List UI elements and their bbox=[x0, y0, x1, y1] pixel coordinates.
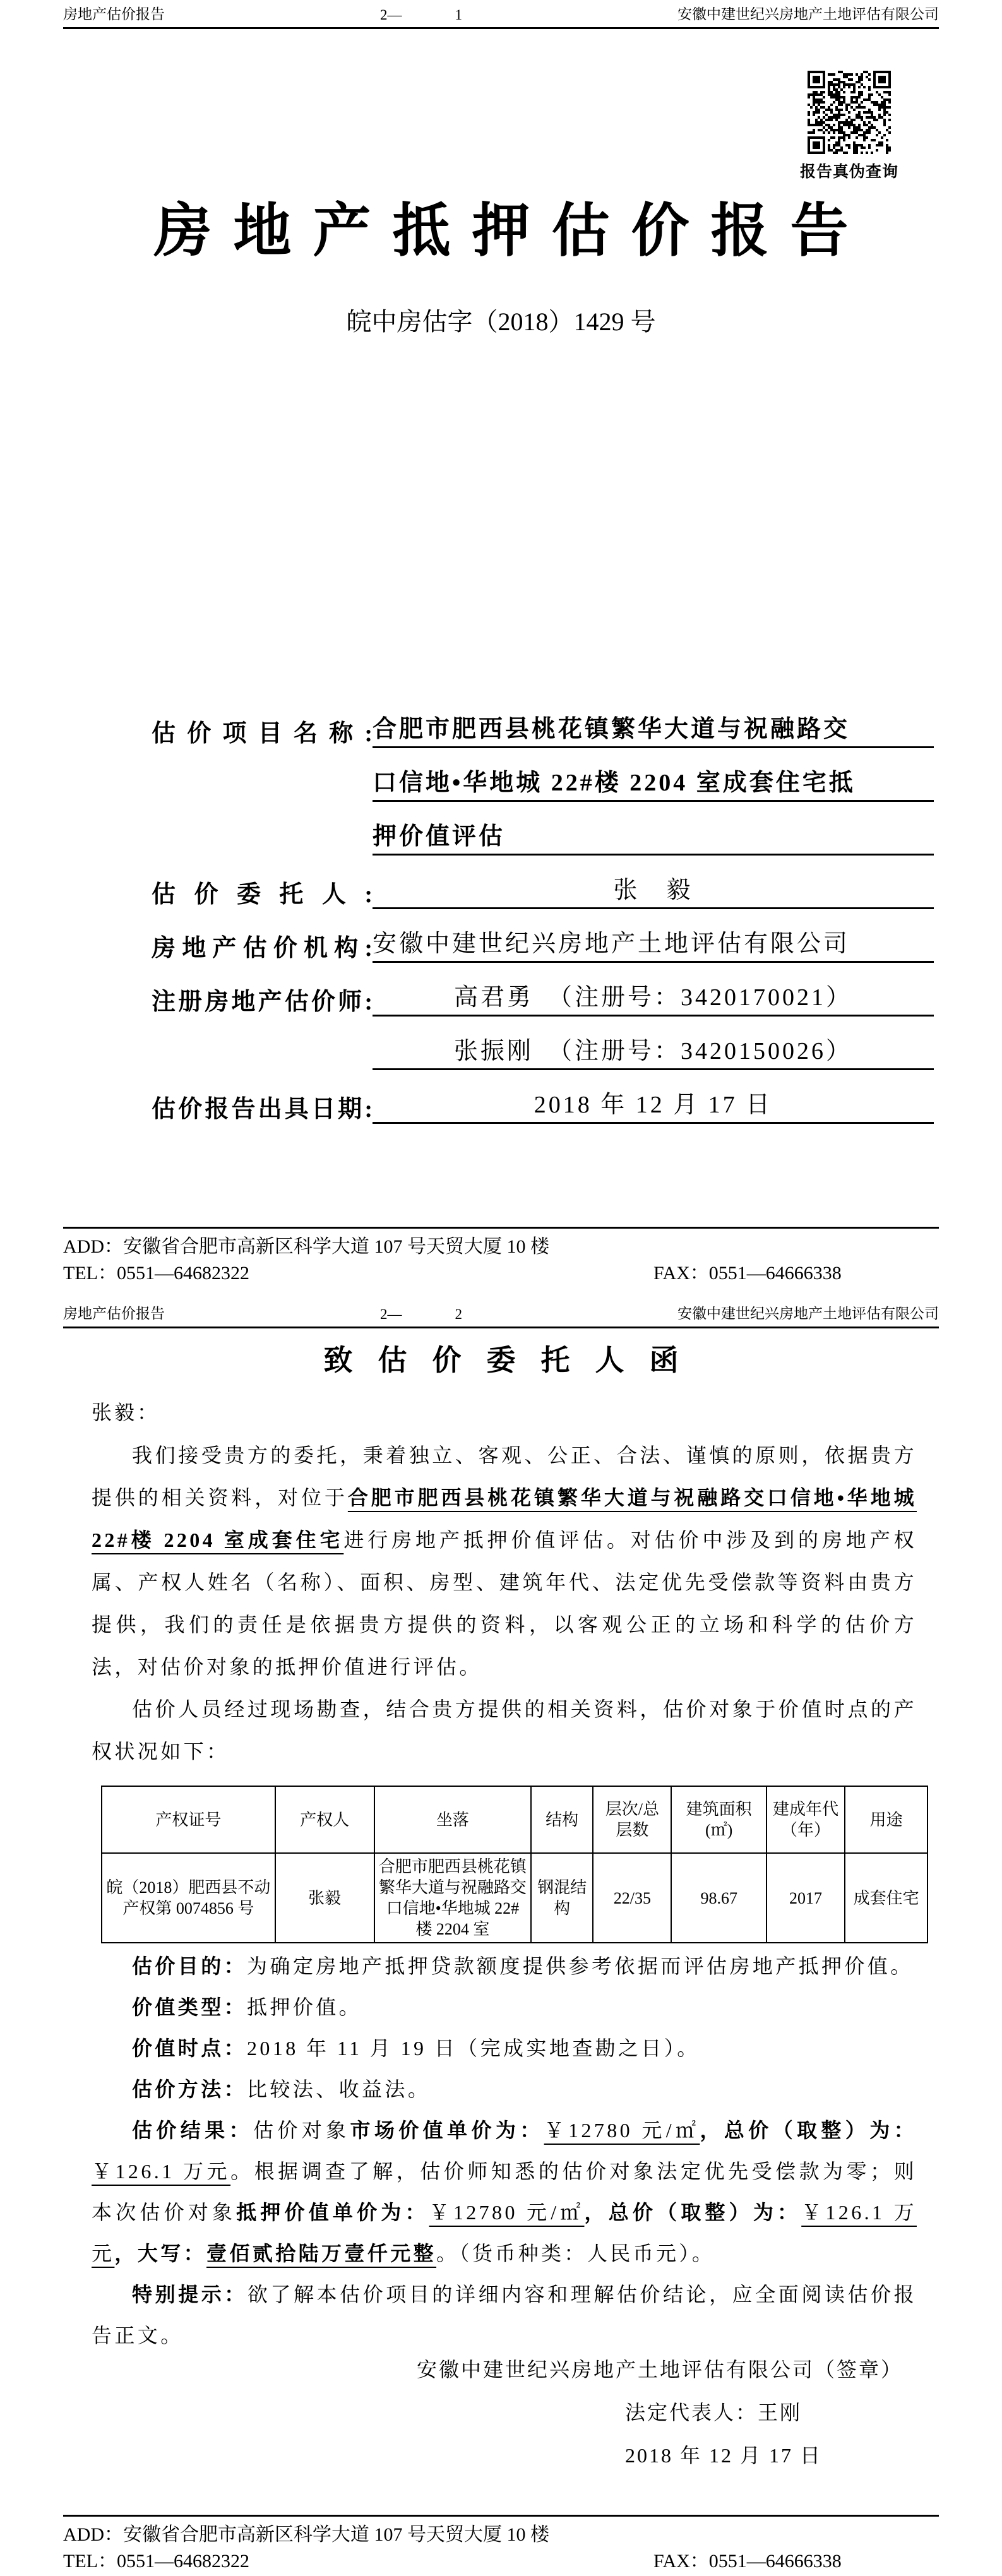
cover-field-row bbox=[152, 909, 934, 963]
header-company-name: 安徽中建世纪兴房地产土地评估有限公司 bbox=[677, 6, 939, 22]
text-segment: 比较法、收益法。 bbox=[247, 2078, 431, 2101]
table-header-cell: 建成年代（年） bbox=[766, 1786, 845, 1853]
header-doc-type: 房地产估价报告 bbox=[63, 6, 165, 22]
text-segment: 我们接受贵方的委托，秉着独立、客观、公正、合法、谨慎的原则，依据贵方提供的相关资料，对位于 bbox=[92, 1444, 917, 1509]
letter-title: 致估价委托人函 bbox=[323, 1344, 704, 1376]
text-segment: 价值时点： bbox=[132, 2037, 248, 2060]
cover-field-value: 高君勇 （注册号：3420170021） bbox=[373, 984, 934, 1017]
text-segment: ￥12780 元/㎡ bbox=[429, 2201, 585, 2224]
text-segment: 估价方法： bbox=[132, 2078, 248, 2101]
qr-block bbox=[799, 71, 900, 182]
cover-field-row bbox=[152, 748, 934, 802]
table-header-cell: 产权人 bbox=[275, 1786, 374, 1853]
cover-field-row bbox=[152, 802, 934, 856]
cover-field-label: 房地产估价机构: bbox=[152, 935, 373, 962]
cover-field-value: 张振刚 （注册号：3420150026） bbox=[373, 1038, 934, 1070]
header-page-number: 1 bbox=[455, 7, 462, 23]
text-segment: 进行房地产抵押价值评估。对估价中涉及到的房地产权属、产权人姓名（名称）、面积、房型、建筑年代、法定优先受偿款等资料由贵方提供，我们的责任是依据贵方提供的资料，以客观公正的立场和科学的估价方法，对估价对象的抵押价值进行评估。 bbox=[92, 1529, 917, 1678]
cover-field-value: 安徽中建世纪兴房地产土地评估有限公司 bbox=[373, 931, 934, 963]
result-items bbox=[92, 1946, 917, 2356]
table-cell: 张毅 bbox=[275, 1853, 374, 1943]
text-segment: 。根据调查了解，估价师知悉的估价对象法定优先受偿款为零；则本次估价对象 bbox=[92, 2160, 917, 2224]
text-segment: 估价对象 bbox=[253, 2119, 350, 2142]
header-page-prefix: 2— bbox=[380, 7, 402, 23]
text-segment: 为确定房地产抵押贷款额度提供参考依据而评估房地产抵押价值。 bbox=[247, 1955, 914, 1977]
cover-field-value: 张 毅 bbox=[373, 877, 934, 909]
result-item bbox=[92, 2274, 917, 2356]
table-cell: 皖（2018）肥西县不动产权第 0074856 号 bbox=[102, 1853, 275, 1943]
text-segment: 合肥市肥西县桃花镇繁华大道与祝融路交口信地•华地城 22#楼 2204 室成套住宅 bbox=[92, 1486, 917, 1551]
text-segment: 估价人员经过现场勘查，结合贵方提供的相关资料，估价对象于价值时点的产权状况如下： bbox=[92, 1698, 917, 1763]
table-header-cell: 结构 bbox=[531, 1786, 593, 1853]
qr-caption: 报告真伪查询 bbox=[799, 164, 898, 181]
page-footer bbox=[63, 2515, 939, 2575]
cover-field-value: 合肥市肥西县桃花镇繁华大道与祝融路交 bbox=[373, 716, 934, 748]
table-cell: 2017 bbox=[766, 1853, 845, 1943]
table-header-row bbox=[102, 1786, 927, 1853]
text-segment: ￥126.1 万元 bbox=[92, 2201, 917, 2265]
qr-code bbox=[808, 71, 891, 154]
header-company-name: 安徽中建世纪兴房地产土地评估有限公司 bbox=[677, 1306, 939, 1321]
cover-field-value: 口信地•华地城 22#楼 2204 室成套住宅抵 bbox=[373, 770, 934, 802]
text-segment: 2018 年 11 月 19 日（完成实地查勘之日）。 bbox=[247, 2037, 700, 2060]
page-footer bbox=[63, 1227, 939, 1287]
header-page-indicator bbox=[165, 7, 677, 23]
cover-field-label: 估价报告出具日期: bbox=[152, 1096, 373, 1123]
footer-fax: FAX：0551—64666338 bbox=[653, 2551, 842, 2572]
text-segment: 估价结果： bbox=[132, 2119, 253, 2142]
footer-contacts bbox=[63, 2548, 939, 2575]
result-item bbox=[92, 2110, 917, 2274]
cover-field-row bbox=[152, 856, 934, 909]
header-doc-type: 房地产估价报告 bbox=[63, 1306, 165, 1321]
signature-legal-rep: 法定代表人：王刚 bbox=[625, 2401, 802, 2424]
cover-field-label: 估价委托人: bbox=[152, 881, 373, 909]
table-header-cell: 建筑面积(㎡) bbox=[671, 1786, 766, 1853]
table-cell: 22/35 bbox=[593, 1853, 671, 1943]
report-number: 皖中房估字（2018）1429 号 bbox=[346, 307, 656, 336]
salutation: 张毅： bbox=[92, 1401, 160, 1424]
page-header bbox=[63, 3, 939, 29]
page-header bbox=[63, 1302, 939, 1328]
text-segment: 壹佰贰拾陆万壹仟元整 bbox=[206, 2242, 437, 2265]
letter-paragraph bbox=[92, 1688, 917, 1773]
footer-tel: TEL：0551—64682322 bbox=[63, 1263, 249, 1284]
text-segment: 。（货币种类：人民币元）。 bbox=[436, 2242, 715, 2265]
footer-tel: TEL：0551—64682322 bbox=[63, 2551, 249, 2572]
letter-body bbox=[92, 1434, 917, 1773]
text-segment: ￥126.1 万元 bbox=[92, 2160, 231, 2183]
table-row bbox=[102, 1853, 927, 1943]
text-segment: 价值类型： bbox=[132, 1996, 248, 2018]
table-cell: 钢混结构 bbox=[531, 1853, 593, 1943]
result-item bbox=[92, 2028, 917, 2069]
letter-page bbox=[0, 1288, 1002, 2576]
signature-date: 2018 年 12 月 17 日 bbox=[625, 2444, 823, 2467]
cover-field-label: 注册房地产估价师: bbox=[152, 989, 373, 1016]
report-title: 房地产抵押估价报告 bbox=[153, 199, 870, 263]
header-page-prefix: 2— bbox=[380, 1306, 402, 1322]
text-segment: 抵押价值。 bbox=[247, 1996, 362, 2018]
result-item bbox=[92, 1946, 917, 1987]
text-segment: ，总价（取整）为： bbox=[584, 2201, 802, 2224]
result-item bbox=[92, 1987, 917, 2028]
cover-field-row bbox=[152, 963, 934, 1017]
table-cell: 合肥市肥西县桃花镇繁华大道与祝融路交口信地•华地城 22#楼 2204 室 bbox=[374, 1853, 532, 1943]
cover-fields bbox=[152, 695, 934, 1124]
table-header-cell: 层次/总层数 bbox=[593, 1786, 671, 1853]
table-cell: 98.67 bbox=[671, 1853, 766, 1943]
table-cell: 成套住宅 bbox=[845, 1853, 927, 1943]
text-segment: 市场价值单价为： bbox=[350, 2119, 544, 2142]
header-page-number: 2 bbox=[455, 1306, 462, 1322]
cover-field-row bbox=[152, 1070, 934, 1124]
result-item bbox=[92, 2069, 917, 2110]
table-header-cell: 产权证号 bbox=[102, 1786, 275, 1853]
cover-field-value: 2018 年 12 月 17 日 bbox=[373, 1092, 934, 1124]
cover-field-row bbox=[152, 695, 934, 748]
text-segment: ￥12780 元/㎡ bbox=[544, 2119, 700, 2142]
text-segment: 特别提示： bbox=[132, 2283, 248, 2306]
table-header-cell: 用途 bbox=[845, 1786, 927, 1853]
cover-field-label: 估价项目名称: bbox=[152, 720, 373, 748]
header-page-indicator bbox=[165, 1306, 677, 1323]
cover-field-row bbox=[152, 1017, 934, 1070]
text-segment: 欲了解本估价项目的详细内容和理解估价结论，应全面阅读估价报告正文。 bbox=[92, 2283, 917, 2347]
text-segment: 抵押价值单价为： bbox=[236, 2201, 429, 2224]
footer-fax: FAX：0551—64666338 bbox=[653, 1263, 842, 1284]
table-header-cell: 坐落 bbox=[374, 1786, 532, 1853]
cover-field-value: 押价值评估 bbox=[373, 823, 934, 856]
letter-paragraph bbox=[92, 1434, 917, 1688]
footer-contacts bbox=[63, 1260, 939, 1287]
footer-address: ADD：安徽省合肥市高新区科学大道 107 号天贸大厦 10 楼 bbox=[63, 2524, 549, 2545]
text-segment: 估价目的： bbox=[132, 1955, 248, 1977]
text-segment: ，大写： bbox=[114, 2242, 207, 2265]
property-table bbox=[101, 1786, 928, 1943]
signature-company: 安徽中建世纪兴房地产土地评估有限公司（签章） bbox=[416, 2358, 903, 2381]
text-segment: ，总价（取整）为： bbox=[700, 2119, 917, 2142]
footer-address: ADD：安徽省合肥市高新区科学大道 107 号天贸大厦 10 楼 bbox=[63, 1236, 549, 1257]
